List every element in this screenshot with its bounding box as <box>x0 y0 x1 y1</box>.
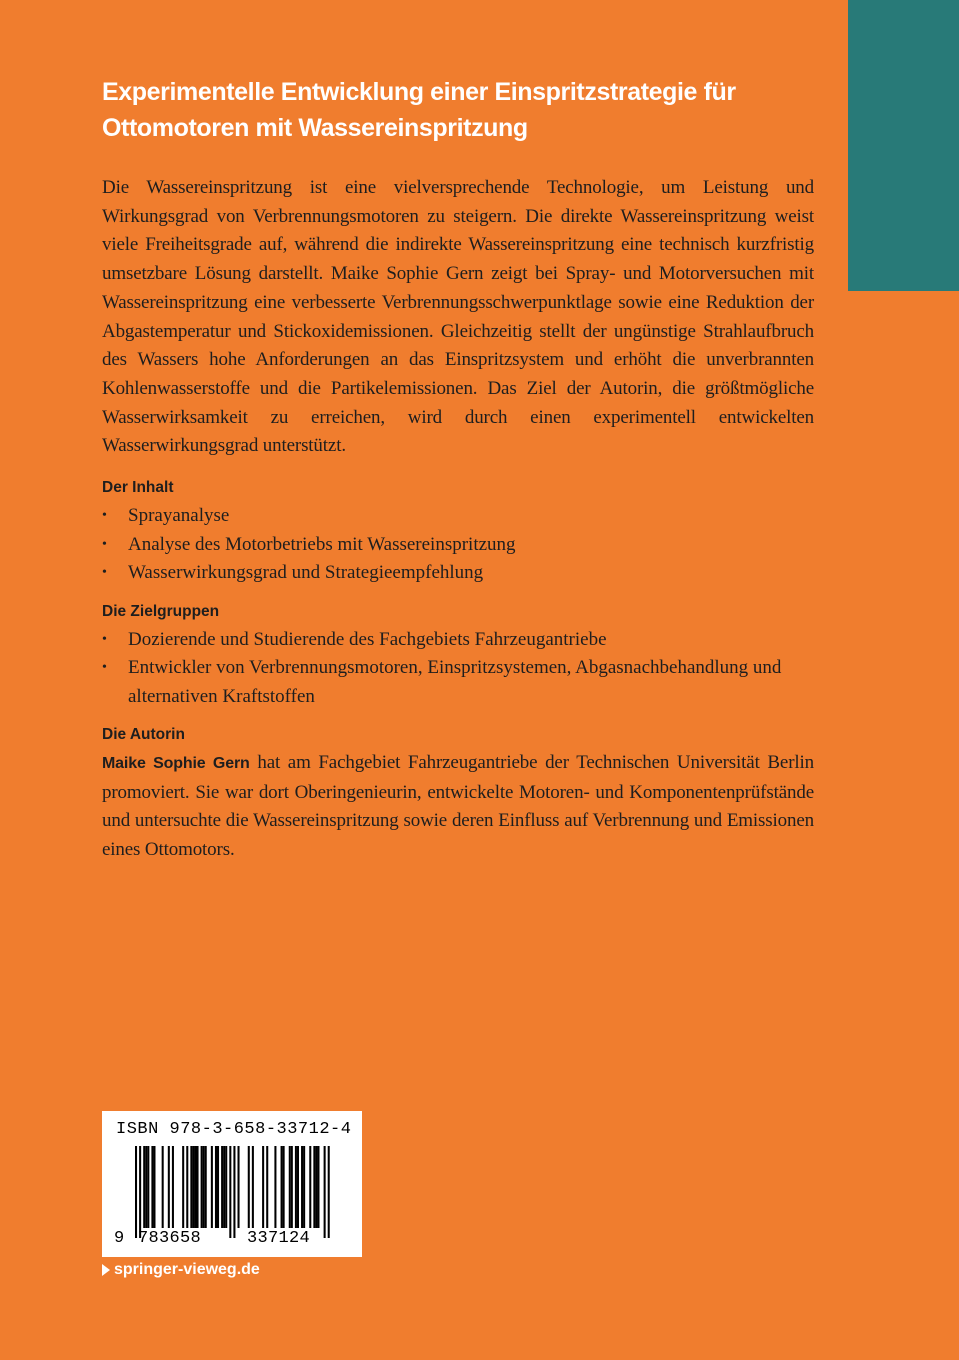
list-item <box>102 502 814 531</box>
barcode-bar <box>190 1146 192 1228</box>
barcode-bar <box>295 1146 297 1228</box>
barcode-bar <box>215 1146 217 1228</box>
inhalt-heading: Der Inhalt <box>102 479 174 497</box>
intro-paragraph: Die Wassereinspritzung ist eine vielversprechende Technologie, um Leistung und Wirkungsgrad von Verbrennungsmotoren zu steigern. Die direkte Wassereinspritzung weist viele Freiheitsgrade auf, während die indirekte Wassereinspritzung eine technisch kurzfristig umsetzbare Lösung darstellt. Maike Sophie Gern zeigt bei Spray- und Motorversuchen mit Wassereinspritzung eine verbesserte Verbrennungsschwerpunktlage sowie eine Reduktion der Abgastemperatur und Stickoxidemissionen. Gleichzeitig stellt der ungünstige Strahlaufbruch des Wassers hohe Anforderungen an das Einspritzsystem und erhöht die unverbrannten Kohlenwasserstoffe und die Partikelemissionen. Das Ziel der Autorin, die größtmögliche Wasserwirksamkeit zu erreichen, wird durch einen experimentell entwickelten Wasserwirkungsgrad unterstützt. <box>102 177 814 457</box>
zielgruppen-list <box>102 626 814 712</box>
barcode-bar <box>197 1146 199 1228</box>
bullet-icon: • <box>102 631 107 647</box>
barcode-bar <box>274 1146 276 1228</box>
arrow-right-icon <box>102 1264 110 1276</box>
barcode-bar <box>143 1146 145 1228</box>
barcode-bar <box>252 1146 254 1228</box>
barcode-bar <box>317 1146 319 1228</box>
list-item-text: Analyse des Motorbetriebs mit Wassereinspritzung <box>128 533 516 555</box>
list-item <box>102 531 814 560</box>
author-bio: hat am Fachgebiet Fahrzeugantriebe der Technischen Universität Berlin promoviert. Sie war dort Oberingenieurin, entwickelte Motoren- und Komponentenprüfstände und untersuchte die Wassereinspritzung sowie deren Einfluss auf Verbrennung und Emissionen eines Ottomotors. <box>102 752 814 861</box>
publisher-link[interactable] <box>102 1261 260 1279</box>
author-paragraph <box>102 749 814 865</box>
barcode-digits-left: 783658 <box>138 1229 202 1248</box>
list-item-text: Wasserwirkungsgrad und Strategieempfehlung <box>128 562 484 584</box>
barcode-bar <box>168 1146 170 1228</box>
book-title-line1: Experimentelle Entwicklung einer Einspritzstrategie für <box>102 78 736 106</box>
barcode-guard-bar <box>324 1146 326 1238</box>
list-item-text: Dozierende und Studierende des Fachgebiets Fahrzeugantriebe <box>128 628 607 650</box>
author-name: Maike Sophie Gern <box>102 755 250 773</box>
barcode-bar <box>223 1146 225 1228</box>
list-item <box>102 654 814 711</box>
book-title-line2: Ottomotoren mit Wassereinspritzung <box>102 114 528 142</box>
barcode-bar <box>194 1146 196 1228</box>
barcode-guard-bar <box>139 1146 141 1238</box>
barcode-bar <box>172 1146 174 1228</box>
barcode-bar <box>201 1146 203 1228</box>
barcode-bar <box>289 1146 291 1228</box>
barcode-bar <box>145 1146 147 1228</box>
barcode-bar <box>238 1146 240 1228</box>
barcode-bar <box>309 1146 311 1228</box>
barcode-bar <box>266 1146 268 1228</box>
bullet-icon: • <box>102 565 107 581</box>
barcode-bar <box>291 1146 293 1228</box>
barcode-bar <box>162 1146 164 1228</box>
barcode-bar <box>147 1146 149 1228</box>
barcode-bar <box>283 1146 285 1228</box>
barcode-bar <box>151 1146 153 1228</box>
barcode-digit-first: 9 <box>114 1229 125 1248</box>
barcode-bar <box>303 1146 305 1228</box>
barcode-guard-bar <box>233 1146 235 1238</box>
barcode-guard-bar <box>135 1146 137 1238</box>
back-cover-content <box>102 74 814 865</box>
barcode-bar <box>301 1146 303 1228</box>
bullet-icon: • <box>102 508 107 524</box>
barcode-bar <box>262 1146 264 1228</box>
publisher-url: springer-vieweg.de <box>114 1261 260 1278</box>
barcode-bar <box>281 1146 283 1228</box>
barcode-bar <box>313 1146 315 1228</box>
barcode-digits-right: 337124 <box>247 1229 311 1248</box>
barcode-bar <box>153 1146 155 1228</box>
bullet-icon: • <box>102 536 107 552</box>
barcode-bar <box>211 1146 213 1228</box>
isbn-label: ISBN 978-3-658-33712-4 <box>116 1120 352 1139</box>
barcode-bar <box>203 1146 205 1228</box>
autorin-heading: Die Autorin <box>102 726 185 744</box>
list-item <box>102 559 814 588</box>
barcode-guard-bar <box>328 1146 330 1238</box>
barcode-bar <box>315 1146 317 1228</box>
isbn-barcode <box>102 1111 362 1257</box>
barcode-guard-bar <box>229 1146 231 1238</box>
barcode-bar <box>217 1146 219 1228</box>
barcode-bar <box>248 1146 250 1228</box>
book-title <box>102 74 814 146</box>
inhalt-list <box>102 502 814 588</box>
barcode-bar <box>186 1146 188 1228</box>
zielgruppen-heading: Die Zielgruppen <box>102 602 220 620</box>
barcode-bar <box>205 1146 207 1228</box>
barcode-bar <box>182 1146 184 1228</box>
bullet-icon: • <box>102 660 107 676</box>
barcode-bar <box>221 1146 223 1228</box>
barcode-bar <box>225 1146 227 1228</box>
barcode-bar <box>297 1146 299 1228</box>
list-item <box>102 626 814 655</box>
list-item-text: Entwickler von Verbrennungsmotoren, Einspritzsystemen, Abgasnachbehandlung und alternativen Kraftstoffen <box>128 657 782 707</box>
barcode-bar <box>192 1146 194 1228</box>
teal-color-tab <box>848 0 959 291</box>
list-item-text: Sprayanalyse <box>128 505 230 527</box>
